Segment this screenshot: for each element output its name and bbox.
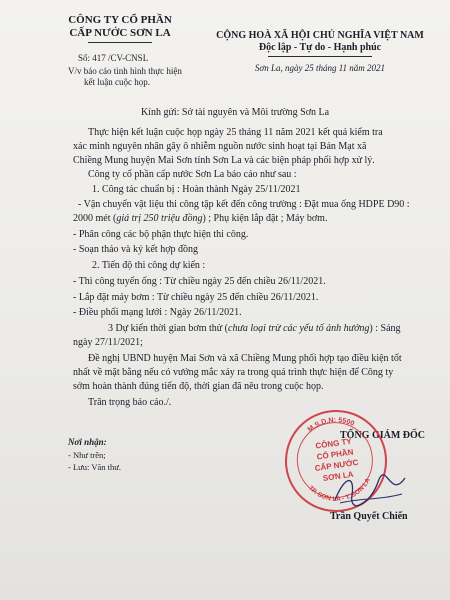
signature-mark xyxy=(330,470,410,510)
seal-line1: CÔNG TY xyxy=(314,436,353,451)
section-2-item-c: - Điều phối mạng lưới : Ngày 26/11/2021. xyxy=(73,307,242,318)
subject-line1: V/v báo cáo tình hình thực hiện xyxy=(68,66,182,76)
subject-line2: kết luận cuộc họp. xyxy=(84,77,150,87)
seal-line4: SƠN LA xyxy=(322,469,355,483)
section-1-item-a-line2 xyxy=(73,213,327,224)
org-name-line1: CÔNG TY CỔ PHẦN xyxy=(68,14,172,26)
recipient-item-1: - Như trên; xyxy=(68,450,106,460)
section-2-item-b: - Lắp đặt máy bơm : Từ chiều ngày 25 đến chiều 26/11/2021. xyxy=(73,292,319,303)
seal-ring-top: M.S.D.N: 5500 xyxy=(306,416,356,434)
nation-name: CỘNG HOÀ XÃ HỘI CHỦ NGHĨA VIỆT NAM xyxy=(216,30,424,41)
recipients-title: Nơi nhận: xyxy=(68,437,107,447)
intro-line3: Chiềng Mung huyện Mai Sơn tỉnh Sơn La và các biện pháp phối hợp xử lý. xyxy=(73,155,375,166)
s1-a2-italic: giá trị 250 triệu đồng xyxy=(116,213,203,224)
request-line2: nhất về mặt bằng nếu có vướng mắc xảy ra trong quá trình thực hiện để Công ty xyxy=(73,367,394,378)
section-1-title: 1. Công tác chuẩn bị : Hoàn thành Ngày 25/11/2021 xyxy=(92,184,301,195)
s3-post: ) : Sáng xyxy=(369,323,401,334)
seal-line2: CỔ PHẦN xyxy=(316,447,354,462)
org-underline xyxy=(88,42,152,43)
section-1-item-b: - Phân công các bộ phận thực hiện thi công. xyxy=(73,229,249,240)
report-intro: Công ty cổ phần cấp nước Sơn La báo cáo như sau : xyxy=(88,169,297,180)
motto-underline xyxy=(268,56,372,57)
section-2-item-a: - Thi công tuyến ống : Từ chiều ngày 25 đến chiều 26/11/2021. xyxy=(73,276,326,287)
s3-italic: chưa loại trừ các yếu tố ảnh hưởng xyxy=(228,323,370,334)
recipient-line: Kính gửi: Sở tài nguyên và Môi trường Sơn La xyxy=(140,107,330,118)
intro-line2: xác minh nguyên nhân gây ô nhiễm nguồn nước sinh hoạt tại Bản Mạt xã xyxy=(73,141,367,152)
s3-pre: 3 Dự kiến thời gian bơm thử ( xyxy=(108,323,229,334)
request-line1: Đề nghị UBND huyện Mai Sơn và xã Chiềng Mung phối hợp tạo điều kiện tốt xyxy=(88,353,402,364)
place-date: Sơn La, ngày 25 tháng 11 năm 2021 xyxy=(254,63,386,73)
svg-text:M.S.D.N: 5500 xyxy=(306,414,356,434)
closing-line: Trân trọng báo cáo./. xyxy=(88,397,172,408)
org-name-line2: CẤP NƯỚC SƠN LA xyxy=(69,27,171,39)
s1-a2-pre: 2000 mét ( xyxy=(73,213,117,224)
section-2-title: 2. Tiến độ thi công dự kiến : xyxy=(92,260,206,271)
signer-title: TỔNG GIÁM ĐỐC xyxy=(340,430,425,441)
section-3-line1 xyxy=(108,323,401,334)
nation-motto: Độc lập - Tự do - Hạnh phúc xyxy=(258,42,382,53)
section-3-line2: ngày 27/11/2021; xyxy=(73,337,143,348)
intro-line1: Thực hiện kết luận cuộc họp ngày 25 tháng 11 năm 2021 kết quả kiểm tra xyxy=(88,127,383,138)
request-line3: sớm hoàn thành đúng tiến độ, thời gian đã nêu trong cuộc họp. xyxy=(73,381,324,392)
recipient-item-2: - Lưu: Văn thư. xyxy=(68,462,121,472)
signer-name: Trần Quyết Chiến xyxy=(330,511,408,522)
seal-ring-bottom: TP. SƠN LA - T. SƠN LA xyxy=(306,477,372,504)
s1-a2-post: ) ; Phụ kiện lắp đặt ; Máy bơm. xyxy=(202,213,328,224)
section-1-item-a-line1: - Vận chuyển vật liệu thi công tập kết đến công trường : Đặt mua ống HDPE D90 : xyxy=(78,199,410,210)
seal-line3: CẤP NƯỚC xyxy=(314,457,360,473)
doc-number: Số: 417 /CV-CNSL xyxy=(78,53,149,63)
section-1-item-c: - Soạn thảo và ký kết hợp đồng xyxy=(73,244,198,255)
